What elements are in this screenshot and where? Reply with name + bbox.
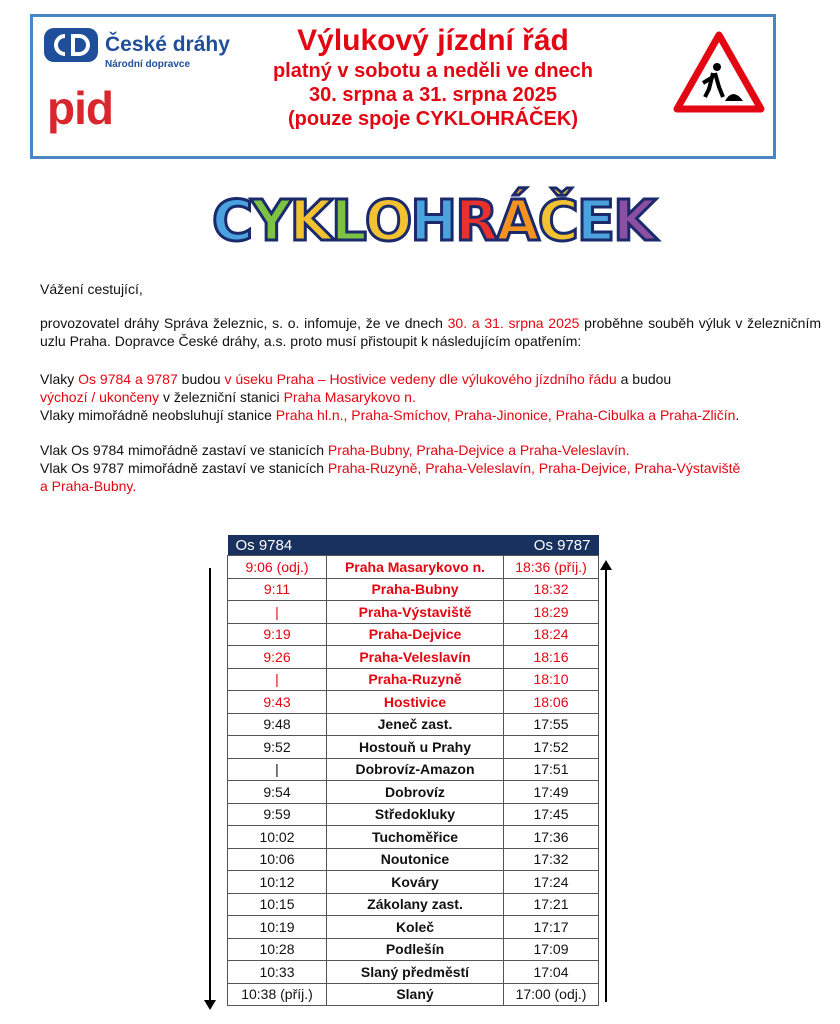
timetable (227, 535, 599, 1006)
timetable-row (228, 556, 599, 579)
departure-time-9784: 10:15 (228, 893, 327, 916)
title-line-4: (pouze spoje CYKLOHRÁČEK) (288, 108, 578, 130)
timetable-row (228, 826, 599, 849)
departure-time-9784: | (228, 758, 327, 781)
station-name: Zákolany zast. (327, 893, 504, 916)
station-name: Jeneč zast. (327, 713, 504, 736)
brand-subtitle: Národní dopravce (105, 59, 191, 70)
logo-letter: K (289, 189, 334, 254)
direction-down-arrow-icon (209, 568, 211, 1002)
station-name: Praha-Veleslavín (327, 646, 504, 669)
logo-letter: E (576, 189, 616, 254)
timetable-row (228, 848, 599, 871)
departure-time-9784: 10:02 (228, 826, 327, 849)
departure-time-9784: 9:52 (228, 736, 327, 759)
station-name: Praha-Ruzyně (327, 668, 504, 691)
timetable-row (228, 803, 599, 826)
station-name: Praha-Výstaviště (327, 601, 504, 624)
cd-logo-icon (43, 27, 99, 63)
timetable-row (228, 938, 599, 961)
time-9787: 18:32 (504, 578, 599, 601)
departure-time-9784: 10:12 (228, 871, 327, 894)
extra-stops-paragraph: Vlak Os 9784 mimořádně zastaví ve stanicích Praha-Bubny, Praha-Dejvice a Praha-Veleslavín. Vlak Os 9787 mimořádně zastaví ve stanicích Praha-Ruzyně, Praha-Veleslavín, Praha-Dejvice, Praha-Výstaviště a Praha-Bubny. (40, 442, 741, 494)
timetable-row (228, 781, 599, 804)
timetable-row (228, 713, 599, 736)
time-9787: 17:45 (504, 803, 599, 826)
trains-paragraph: Vlaky Os 9784 a 9787 budou v úseku Praha – Hostivice vedeny dle výlukového jízdního řádu a budou výchozí / ukončeny v železniční stanici Praha Masarykovo n. Vlaky mimořádně neobsluhují stanice Praha hl.n., Praha-Smíchov, Praha-Jinonice, Praha-Cibulka a Praha-Zličín. (40, 371, 740, 423)
departure-time-9784: | (228, 601, 327, 624)
departure-time-9784: 9:59 (228, 803, 327, 826)
page-title (233, 23, 633, 131)
time-9787: 18:36 (příj.) (504, 556, 599, 579)
title-line-3: 30. srpna a 31. srpna 2025 (309, 84, 557, 106)
departure-time-9784: 9:43 (228, 691, 327, 714)
logo-letter: C (212, 189, 254, 254)
time-9787: 18:24 (504, 623, 599, 646)
time-9787: 18:29 (504, 601, 599, 624)
departure-time-9784: 10:06 (228, 848, 327, 871)
station-name: Slaný předměstí (327, 961, 504, 984)
time-9787: 17:51 (504, 758, 599, 781)
time-9787: 18:16 (504, 646, 599, 669)
station-name: Praha-Dejvice (327, 623, 504, 646)
departure-time-9784: 10:28 (228, 938, 327, 961)
departure-time-9784: 10:33 (228, 961, 327, 984)
departure-time-9784: 9:54 (228, 781, 327, 804)
time-9787: 17:32 (504, 848, 599, 871)
road-works-warning-icon (673, 31, 765, 113)
cyklohracek-logo (212, 189, 657, 254)
title-line-2: platný v sobotu a neděli ve dnech (272, 60, 594, 82)
time-9787: 17:00 (odj.) (504, 983, 599, 1006)
station-name: Noutonice (327, 848, 504, 871)
train-9787-header: Os 9787 (504, 535, 599, 556)
time-9787: 18:10 (504, 668, 599, 691)
time-9787: 17:21 (504, 893, 599, 916)
timetable-row (228, 983, 599, 1006)
time-9787: 17:36 (504, 826, 599, 849)
time-9787: 17:55 (504, 713, 599, 736)
timetable-row (228, 871, 599, 894)
timetable-row (228, 736, 599, 759)
departure-time-9784: 9:26 (228, 646, 327, 669)
timetable-row (228, 893, 599, 916)
time-9787: 17:09 (504, 938, 599, 961)
station-name: Hostouň u Prahy (327, 736, 504, 759)
time-9787: 17:17 (504, 916, 599, 939)
logo-letter: L (331, 189, 367, 254)
header-box (30, 14, 776, 159)
brand-name: České dráhy (105, 33, 230, 56)
time-9787: 17:49 (504, 781, 599, 804)
timetable-row (228, 578, 599, 601)
station-name: Dobrovíz (327, 781, 504, 804)
logo-letter: H (410, 189, 458, 254)
timetable-row (228, 623, 599, 646)
station-name: Praha Masarykovo n. (327, 556, 504, 579)
train-9784-header: Os 9784 (228, 535, 327, 556)
station-name: Tuchoměřice (327, 826, 504, 849)
departure-time-9784: 9:19 (228, 623, 327, 646)
departure-time-9784: 9:48 (228, 713, 327, 736)
timetable-row (228, 961, 599, 984)
time-9787: 17:52 (504, 736, 599, 759)
timetable-header (228, 535, 599, 556)
station-name: Koleč (327, 916, 504, 939)
departure-time-9784: 10:19 (228, 916, 327, 939)
logo-letter: Y (251, 189, 292, 254)
pid-logo: pid (47, 82, 113, 134)
station-name: Středokluky (327, 803, 504, 826)
timetable-row (228, 646, 599, 669)
departure-time-9784: 9:06 (odj.) (228, 556, 327, 579)
logo-letter: Á (496, 189, 540, 254)
logo-letter: R (455, 189, 499, 254)
station-name: Hostivice (327, 691, 504, 714)
timetable-row (228, 668, 599, 691)
timetable-row (228, 601, 599, 624)
logo-letter: Č (537, 189, 579, 254)
timetable-row (228, 758, 599, 781)
departure-time-9784: 10:38 (příj.) (228, 983, 327, 1006)
station-name: Praha-Bubny (327, 578, 504, 601)
station-name: Slaný (327, 983, 504, 1006)
time-9787: 18:06 (504, 691, 599, 714)
station-name: Dobrovíz-Amazon (327, 758, 504, 781)
station-name: Kováry (327, 871, 504, 894)
greeting: Vážení cestující, (40, 281, 143, 297)
time-9787: 17:04 (504, 961, 599, 984)
timetable-row (228, 916, 599, 939)
station-header (327, 535, 504, 556)
intro-paragraph: provozovatel dráhy Správa železnic, s. o. infomuje, že ve dnech 30. a 31. srpna 2025 proběhne souběh výluk v železničním uzlu Praha. Dopravce České dráhy, a.s. proto musí přistoupit k následujícím opatřením: (40, 315, 822, 349)
time-9787: 17:24 (504, 871, 599, 894)
logo-letter: K (613, 189, 657, 254)
departure-time-9784: | (228, 668, 327, 691)
direction-up-arrow-icon (605, 568, 607, 1002)
station-name: Podlešín (327, 938, 504, 961)
timetable-row (228, 691, 599, 714)
logo-letter: O (364, 189, 413, 254)
departure-time-9784: 9:11 (228, 578, 327, 601)
title-line-1: Výlukový jízdní řád (297, 24, 569, 57)
